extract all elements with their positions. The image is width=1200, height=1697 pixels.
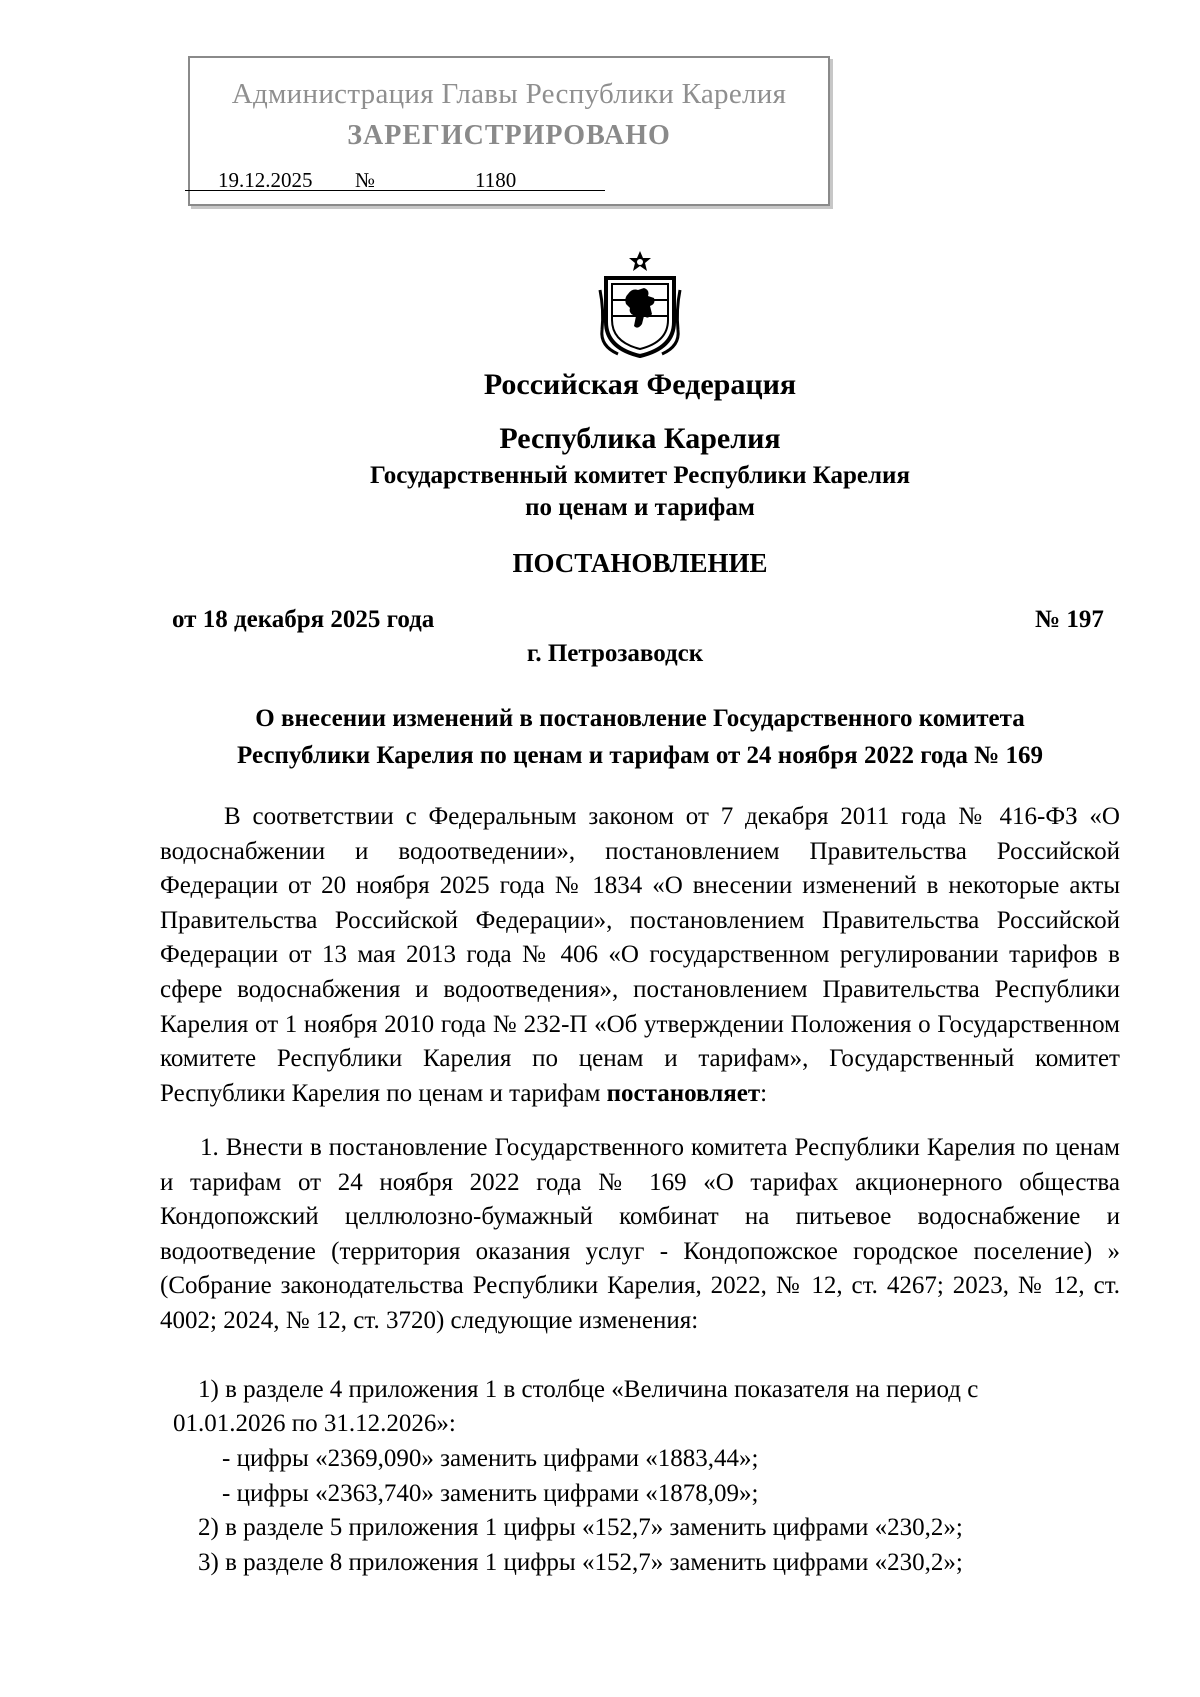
intro-text: В соответствии с Федеральным законом от 7 декабря 2011 года № 416-ФЗ «О водоснабжении и водоотведении», постановлением Правительства Российской Федерации от 20 ноября 2025 года № 1834 «О внесении изменений в некоторые акты Правительства Российской Федерации», постановлением Правительства Российской Федерации от 13 мая 2013 года № 406 «О государственном регулировании тарифов в сфере водоснабжения и водоотведения», постановлением Правительства Республики Карелия от 1 ноября 2010 года № 232-П «Об утверждении Положения о Государственном комитете Республики Карелия по ценам и тарифам», Государственный комитет Республики Карелия по ценам и тарифам xyxy=(160,803,1120,1107)
item-1-paragraph: 1. Внести в постановление Государственного комитета Республики Карелия по ценам и тарифам от 24 ноября 2022 года № 169 «О тарифах акционерного общества Кондопожский целлюлозно-бумажный комбинат на питьевое водоснабжение и водоотведение (территория оказания услуг - Кондопожское городское поселение) » (Собрание законодательства Республики Карелия, 2022, № 12, ст. 4267; 2023, № 12, ст. 4002; 2024, № 12, ст. 3720) следующие изменения: xyxy=(160,1134,1120,1334)
header-committee-line1: Государственный комитет Республики Карелия xyxy=(370,462,910,489)
stamp-number-sign: № xyxy=(355,168,376,192)
karelia-coat-of-arms-icon xyxy=(598,250,682,360)
intro-end: : xyxy=(760,1079,768,1107)
stamp-date: 19.12.2025 xyxy=(218,168,313,192)
title-line2: Республики Карелия по ценам и тарифам от 24 ноября 2022 года № 169 xyxy=(237,742,1043,769)
subitem-2: 2) в разделе 5 приложения 1 цифры «152,7» заменить цифрами «230,2»; xyxy=(198,1514,963,1541)
document-type: ПОСТАНОВЛЕНИЕ xyxy=(512,548,768,578)
document-city: г. Петрозаводск xyxy=(526,640,704,667)
intro-keyword: постановляет xyxy=(606,1079,761,1107)
stamp-number: 1180 xyxy=(475,168,517,192)
title-line1: О внесении изменений в постановление Государственного комитета xyxy=(255,705,1025,732)
document-number: № 197 xyxy=(1035,606,1104,633)
header-republic: Республика Карелия xyxy=(499,422,781,455)
subitem-1-change-1: - цифры «2369,090» заменить цифрами «1883,44»; xyxy=(222,1445,759,1472)
subitem-1-change-2: - цифры «2363,740» заменить цифрами «1878,09»; xyxy=(222,1480,759,1507)
intro-paragraph xyxy=(160,800,1120,1111)
stamp-organization: Администрация Главы Республики Карелия xyxy=(231,78,787,110)
subitem-3: 3) в разделе 8 приложения 1 цифры «152,7» заменить цифрами «230,2»; xyxy=(198,1549,963,1576)
stamp-status: ЗАРЕГИСТРИРОВАНО xyxy=(347,120,671,151)
subitem-1-line2: 01.01.2026 по 31.12.2026»: xyxy=(173,1410,456,1437)
header-federation: Российская Федерация xyxy=(483,368,797,401)
subitem-1-line1: 1) в разделе 4 приложения 1 в столбце «Величина показателя на период с xyxy=(198,1376,979,1403)
document-date: от 18 декабря 2025 года xyxy=(172,606,435,633)
header-committee-line2: по ценам и тарифам xyxy=(525,494,755,521)
document-title xyxy=(150,700,1130,774)
